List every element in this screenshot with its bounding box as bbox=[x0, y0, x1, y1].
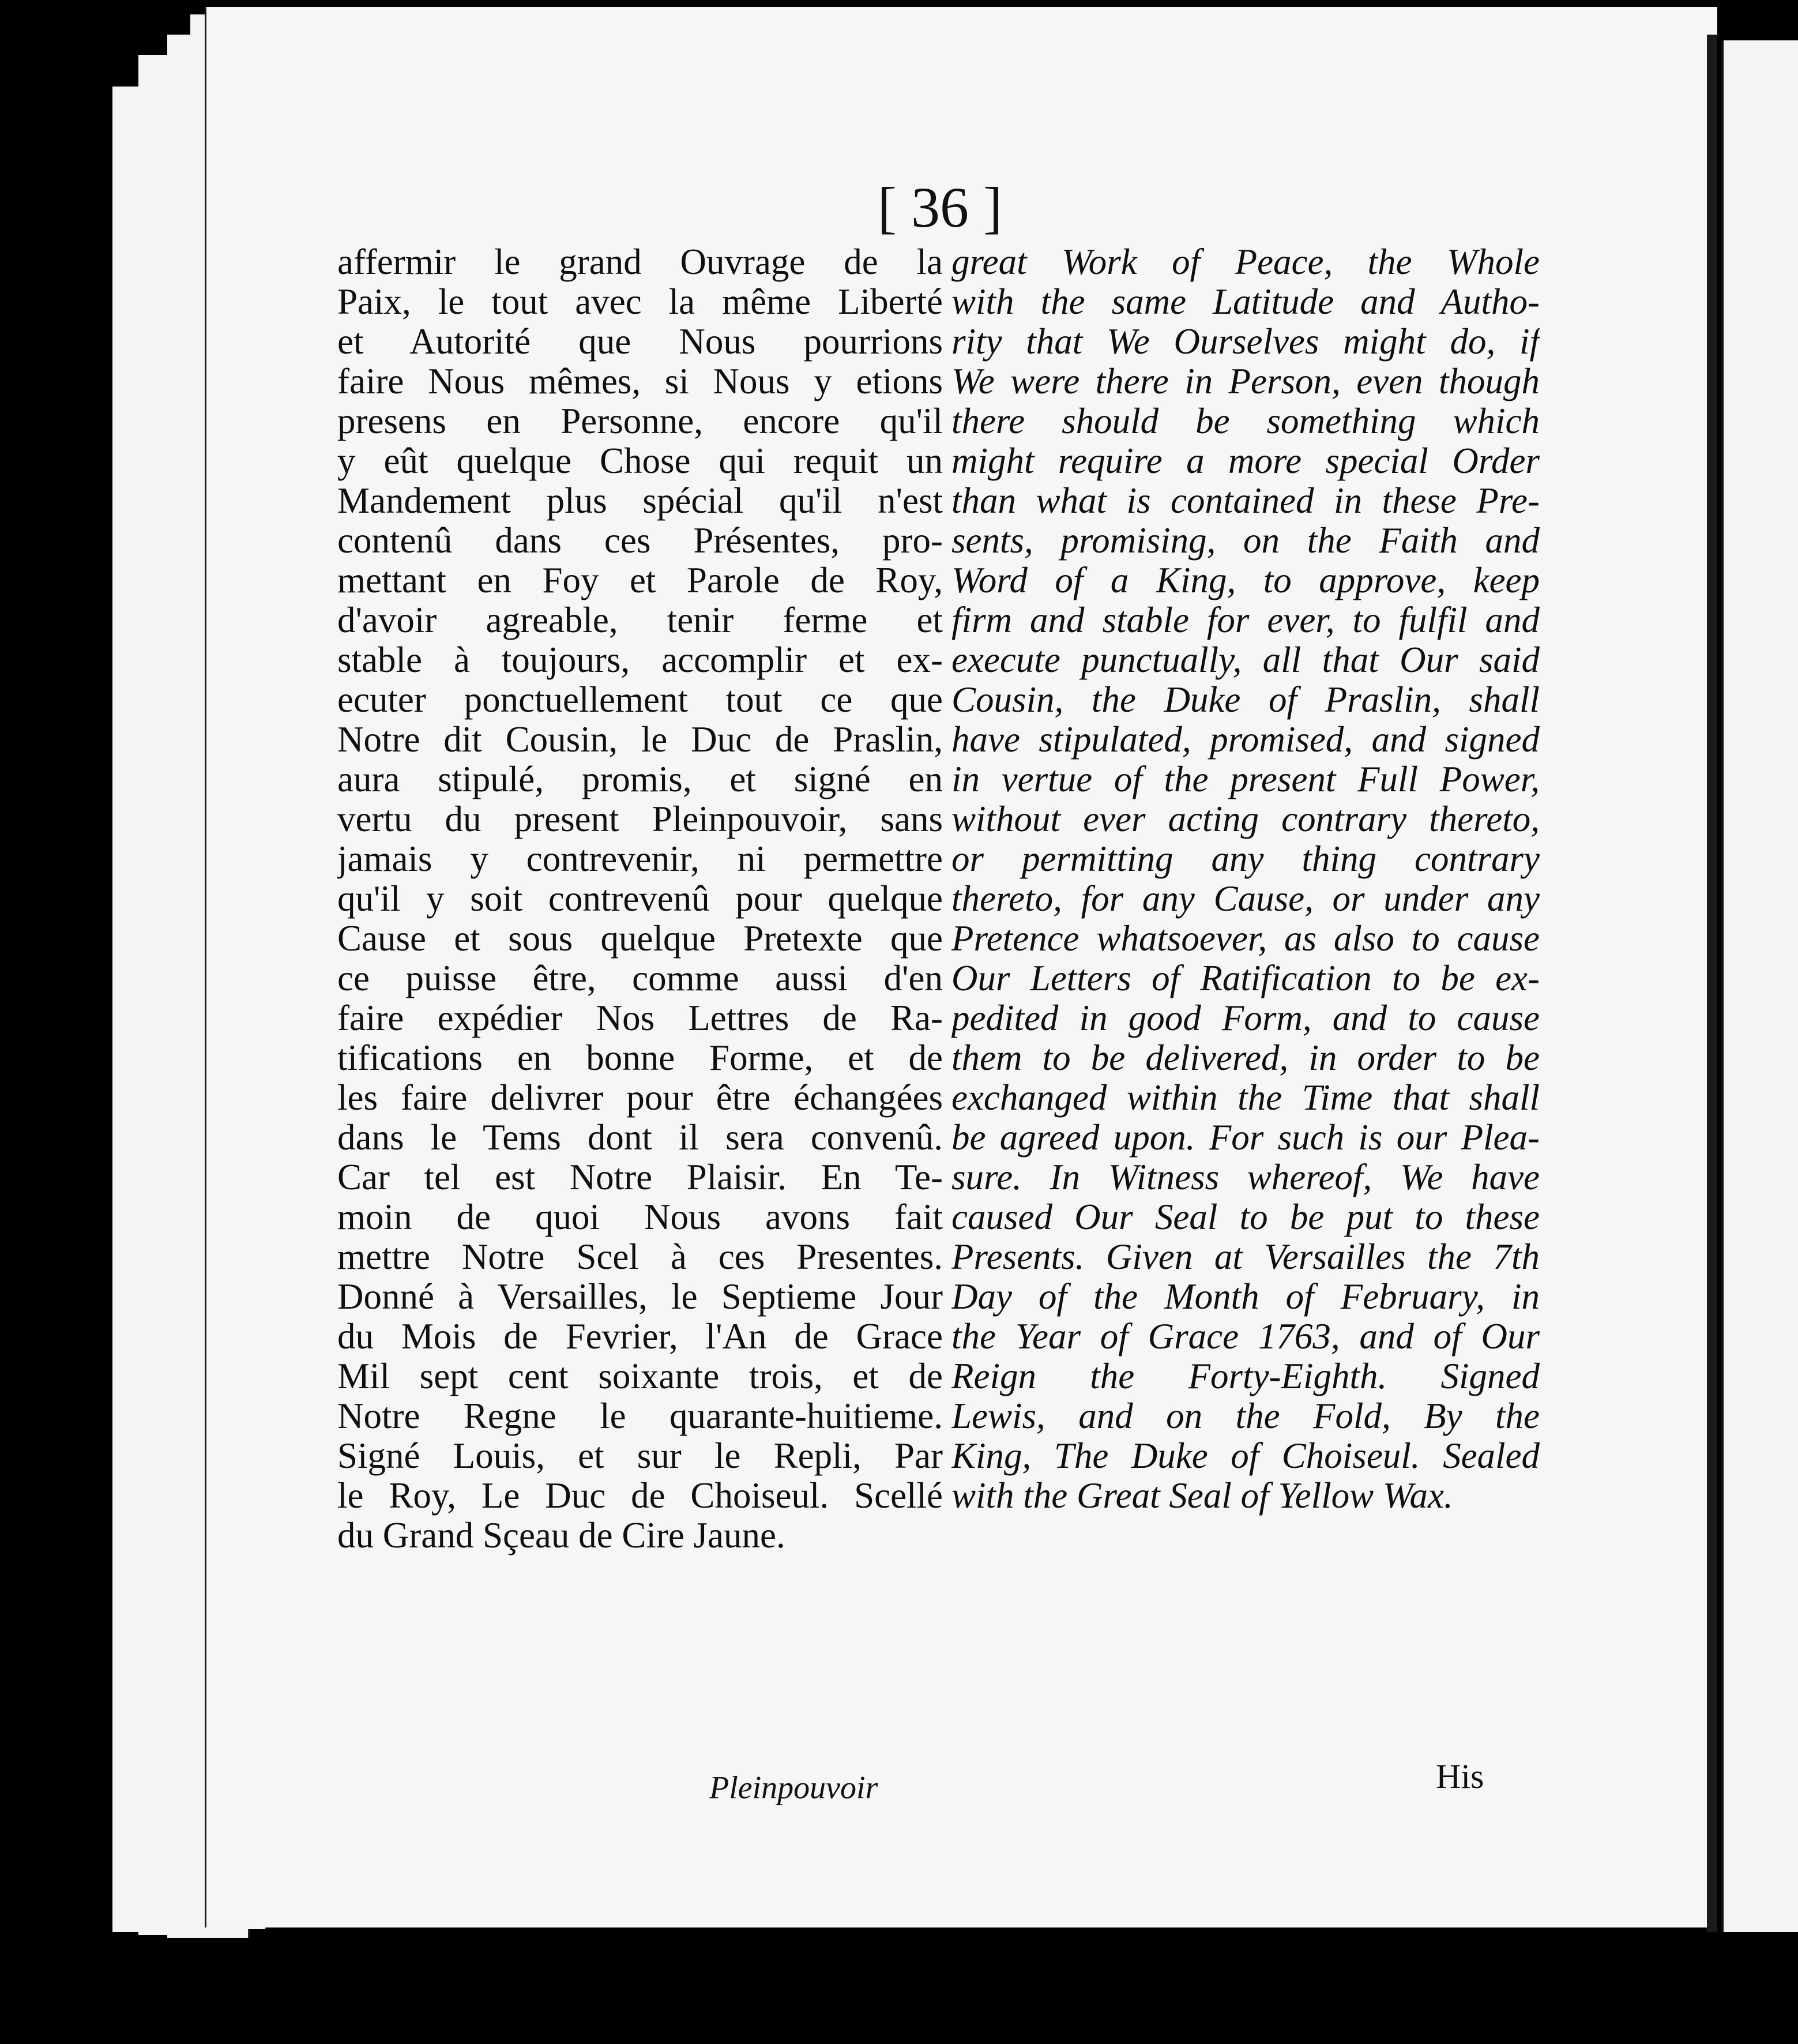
english-text-line: pedited in good Form, and to cause bbox=[951, 998, 1540, 1038]
french-text-line: aura stipulé, promis, et signé en bbox=[337, 760, 943, 799]
english-text-line: them to be delivered, in order to be bbox=[951, 1038, 1540, 1078]
french-text-line: vertu du present Pleinpouvoir, sans bbox=[337, 799, 943, 839]
english-text-line: rity that We Ourselves might do, if bbox=[951, 322, 1540, 362]
french-text-line: dans le Tems dont il sera convenû. bbox=[337, 1118, 943, 1158]
french-text-line: mettant en Foy et Parole de Roy, bbox=[337, 561, 943, 600]
english-text-line: caused Our Seal to be put to these bbox=[951, 1197, 1540, 1237]
english-text-line: great Work of Peace, the Whole bbox=[951, 242, 1540, 282]
french-text-line: affermir le grand Ouvrage de la bbox=[337, 242, 943, 282]
english-text-line: sents, promising, on the Faith and bbox=[951, 521, 1540, 561]
catchword-left: Pleinpouvoir bbox=[709, 1770, 878, 1806]
french-text-line: Donné à Versailles, le Septieme Jour bbox=[337, 1277, 943, 1317]
english-text-line: the Year of Grace 1763, and of Our bbox=[951, 1317, 1540, 1357]
french-text-line: les faire delivrer pour être échangées bbox=[337, 1078, 943, 1118]
english-text-line: in vertue of the present Full Power, bbox=[951, 760, 1540, 799]
english-text-line: Day of the Month of February, in bbox=[951, 1277, 1540, 1317]
french-text-line: faire Nous mêmes, si Nous y etions bbox=[337, 362, 943, 401]
english-text-line: than what is contained in these Pre- bbox=[951, 481, 1540, 521]
french-text-line: Notre dit Cousin, le Duc de Praslin, bbox=[337, 720, 943, 760]
french-text-line: contenû dans ces Présentes, pro- bbox=[337, 521, 943, 561]
english-text-line: Our Letters of Ratification to be ex- bbox=[951, 959, 1540, 998]
english-text-line: Presents. Given at Versailles the 7th bbox=[951, 1237, 1540, 1277]
english-text-line: have stipulated, promised, and signed bbox=[951, 720, 1540, 760]
french-text-line: le Roy, Le Duc de Choiseul. Scellé bbox=[337, 1476, 943, 1516]
english-text-line: with the Great Seal of Yellow Wax. bbox=[951, 1476, 1453, 1516]
catchword-right: His bbox=[1436, 1757, 1484, 1795]
english-text-line: thereto, for any Cause, or under any bbox=[951, 879, 1540, 919]
french-text-line: mettre Notre Scel à ces Presentes. bbox=[337, 1237, 943, 1277]
french-text-line: Car tel est Notre Plaisir. En Te- bbox=[337, 1158, 943, 1197]
english-text-line: We were there in Person, even though bbox=[951, 362, 1540, 401]
english-text-line: Pretence whatsoever, as also to cause bbox=[951, 919, 1540, 959]
french-text-line: d'avoir agreable, tenir ferme et bbox=[337, 600, 943, 640]
book-gutter bbox=[1707, 35, 1717, 1932]
french-text-line: tifications en bonne Forme, et de bbox=[337, 1038, 943, 1078]
french-text-column bbox=[337, 242, 943, 1580]
french-text-line: ecuter ponctuellement tout ce que bbox=[337, 680, 943, 720]
english-text-line: or permitting any thing contrary bbox=[951, 839, 1540, 879]
french-text-line: faire expédier Nos Lettres de Ra- bbox=[337, 998, 943, 1038]
english-text-line: Word of a King, to approve, keep bbox=[951, 561, 1540, 600]
french-text-line: presens en Personne, encore qu'il bbox=[337, 401, 943, 441]
french-text-line: Signé Louis, et sur le Repli, Par bbox=[337, 1436, 943, 1476]
facing-page-edge bbox=[1721, 40, 1798, 1932]
english-text-column bbox=[951, 242, 1540, 1580]
english-text-line: firm and stable for ever, to fulfil and bbox=[951, 600, 1540, 640]
english-text-line: without ever acting contrary thereto, bbox=[951, 799, 1540, 839]
french-text-line: moin de quoi Nous avons fait bbox=[337, 1197, 943, 1237]
french-text-line: Notre Regne le quarante-huitieme. bbox=[337, 1396, 943, 1436]
english-text-line: Cousin, the Duke of Praslin, shall bbox=[951, 680, 1540, 720]
page-number: [ 36 ] bbox=[877, 175, 1003, 239]
french-text-line: du Grand Sçeau de Cire Jaune. bbox=[337, 1516, 785, 1555]
french-text-line: Paix, le tout avec la même Liberté bbox=[337, 282, 943, 322]
french-text-line: qu'il y soit contrevenû pour quelque bbox=[337, 879, 943, 919]
english-text-line: might require a more special Order bbox=[951, 441, 1540, 481]
french-text-line: et Autorité que Nous pourrions bbox=[337, 322, 943, 362]
english-text-line: King, The Duke of Choiseul. Sealed bbox=[951, 1436, 1540, 1476]
french-text-line: du Mois de Fevrier, l'An de Grace bbox=[337, 1317, 943, 1357]
english-text-line: Lewis, and on the Fold, By the bbox=[951, 1396, 1540, 1436]
french-text-line: Cause et sous quelque Pretexte que bbox=[337, 919, 943, 959]
english-text-line: sure. In Witness whereof, We have bbox=[951, 1158, 1540, 1197]
french-text-line: y eût quelque Chose qui requit un bbox=[337, 441, 943, 481]
english-text-line: execute punctually, all that Our said bbox=[951, 640, 1540, 680]
english-text-line: exchanged within the Time that shall bbox=[951, 1078, 1540, 1118]
french-text-line: Mil sept cent soixante trois, et de bbox=[337, 1357, 943, 1396]
english-text-line: with the same Latitude and Autho- bbox=[951, 282, 1540, 322]
french-text-line: ce puisse être, comme aussi d'en bbox=[337, 959, 943, 998]
english-text-line: there should be something which bbox=[951, 401, 1540, 441]
english-text-line: be agreed upon. For such is our Plea- bbox=[951, 1118, 1540, 1158]
english-text-line: Reign the Forty-Eighth. Signed bbox=[951, 1357, 1540, 1396]
french-text-line: Mandement plus spécial qu'il n'est bbox=[337, 481, 943, 521]
french-text-line: stable à toujours, accomplir et ex- bbox=[337, 640, 943, 680]
french-text-line: jamais y contrevenir, ni permettre bbox=[337, 839, 943, 879]
